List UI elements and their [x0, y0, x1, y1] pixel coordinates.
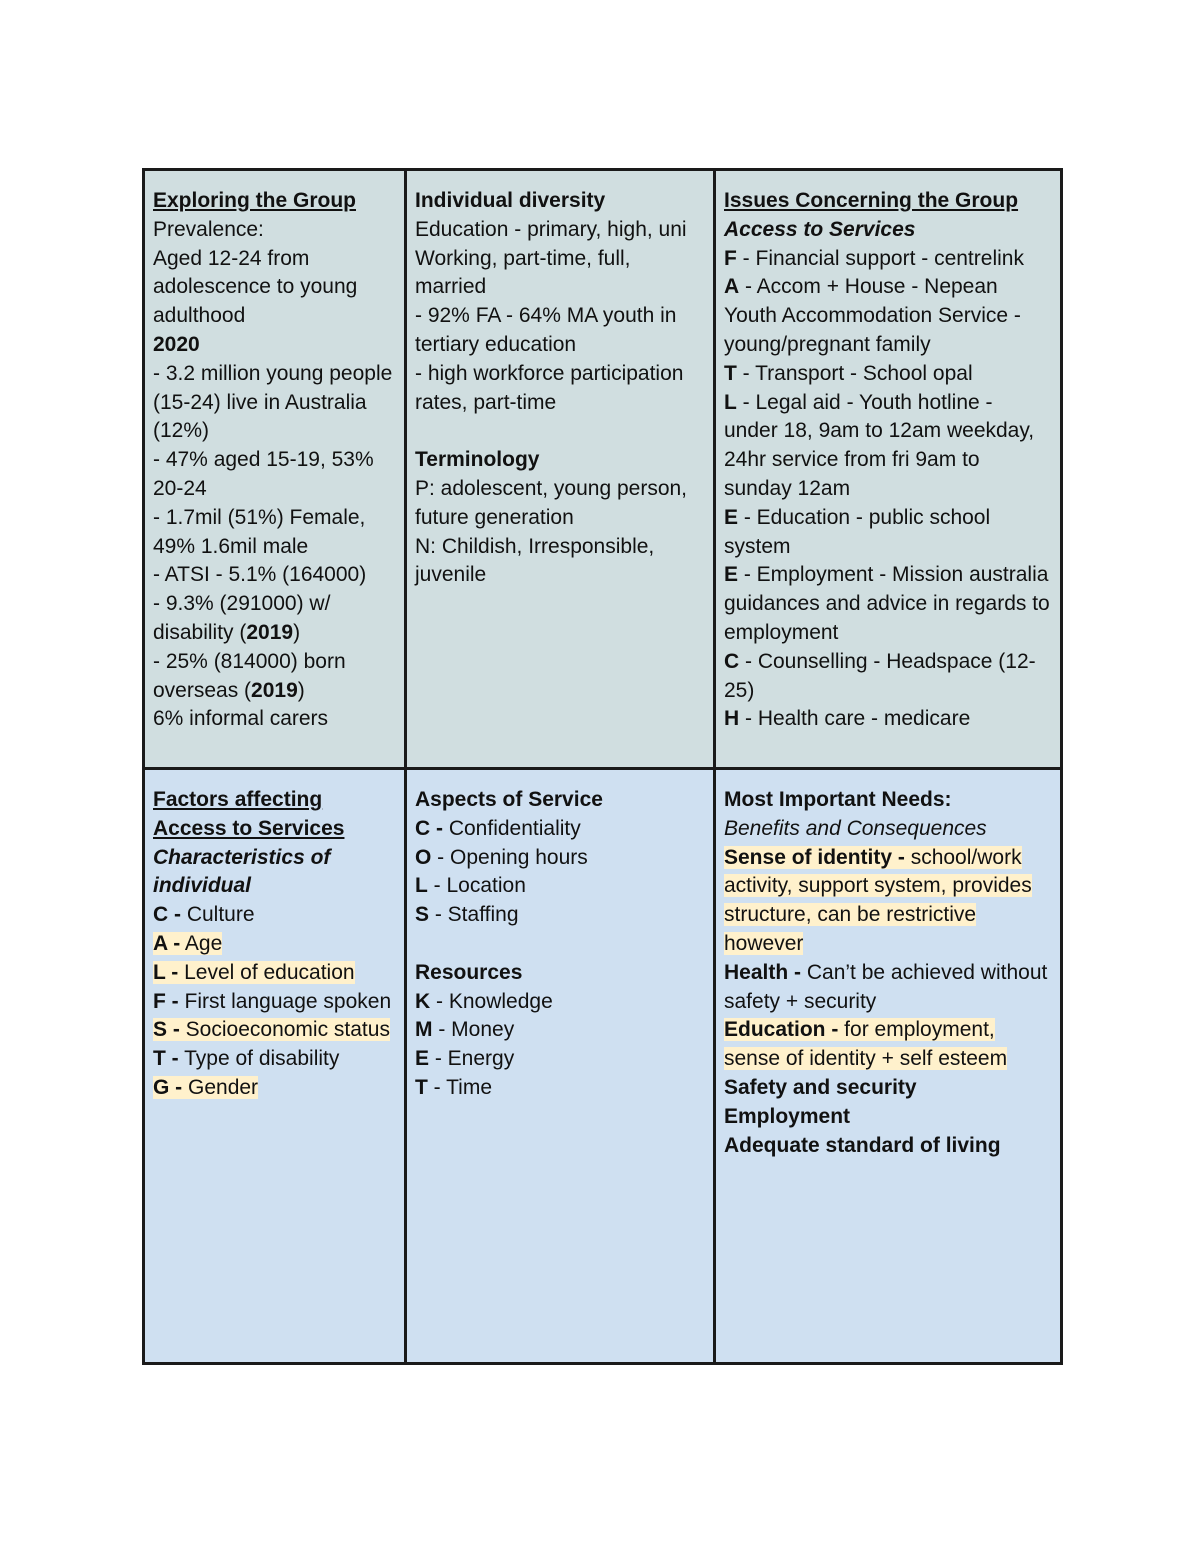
needs-subheading: Benefits and Consequences	[724, 816, 987, 840]
factor-item: A - Age	[153, 931, 223, 955]
issue-item: C - Counselling - Headspace (12-25)	[724, 649, 1036, 702]
diversity-heading: Individual diversity	[415, 189, 606, 212]
issue-item: L - Legal aid - Youth hotline - under 18, 9am to 12am weekday, 24hr service from fri 9am to sunday 12am	[724, 390, 1035, 500]
diversity-working: Working, part-time, full, married	[415, 246, 631, 299]
factor-item: L - Level of education	[153, 960, 355, 984]
aspect-item: S - Staffing	[415, 903, 519, 927]
issue-item: E - Education - public school system	[724, 505, 991, 558]
issue-item: F - Financial support - centrelink	[724, 246, 1024, 270]
cell-important-needs	[713, 767, 1060, 1362]
factor-item: S - Socioeconomic status	[153, 1018, 390, 1042]
need-health: Health - Can’t be achieved without safety + security	[724, 960, 1048, 1013]
cell-individual-diversity	[404, 171, 713, 767]
need-safety: Safety and security	[724, 1075, 917, 1099]
resource-item: E - Energy	[415, 1047, 515, 1071]
aspects-heading: Aspects of Service	[415, 788, 603, 811]
stat-young-people: - 3.2 million young people (15-24) live in Australia (12%)	[153, 361, 393, 443]
resource-item: M - Money	[415, 1018, 515, 1042]
need-standard-living: Adequate standard of living	[724, 1133, 1001, 1157]
stat-age-split: - 47% aged 15-19, 53% 20-24	[153, 448, 374, 500]
issue-item: H - Health care - medicare	[724, 707, 971, 731]
cell-issues-concerning	[713, 171, 1060, 767]
terminology-positive: P: adolescent, young person, future generation	[415, 476, 688, 529]
needs-heading: Most Important Needs:	[724, 788, 952, 811]
year-2020: 2020	[153, 332, 200, 356]
resource-item: K - Knowledge	[415, 989, 553, 1013]
factor-item: G - Gender	[153, 1075, 259, 1099]
issues-subheading: Access to Services	[724, 217, 916, 241]
need-employment: Employment	[724, 1104, 851, 1128]
aspect-item: L - Location	[415, 874, 526, 898]
stat-overseas: - 25% (814000) born overseas (2019)	[153, 649, 346, 702]
stat-disability: - 9.3% (291000) w/ disability (2019)	[153, 592, 331, 644]
summary-table	[142, 168, 1063, 1365]
aspect-item: O - Opening hours	[415, 845, 588, 869]
stat-carers: 6% informal carers	[153, 707, 329, 731]
diversity-workforce: - high workforce participation rates, part-time	[415, 361, 684, 414]
stat-atsi: - ATSI - 5.1% (164000)	[153, 563, 367, 587]
stat-gender: - 1.7mil (51%) Female, 49% 1.6mil male	[153, 505, 366, 558]
factors-subheading: Characteristics of individual	[153, 845, 331, 898]
factor-item: F - First language spoken	[153, 989, 392, 1013]
diversity-education: Education - primary, high, uni	[415, 217, 687, 241]
need-education: Education - for employment, sense of identity + self esteem	[724, 1018, 1008, 1071]
need-identity: Sense of identity - school/work activity, support system, provides structure, can be restrictive however	[724, 845, 1032, 955]
issue-item: E - Employment - Mission australia guidances and advice in regards to employment	[724, 563, 1050, 644]
issue-item: A - Accom + House - Nepean Youth Accommodation Service - young/pregnant family	[724, 275, 1021, 356]
factors-heading: Factors affecting Access to Services	[153, 788, 345, 840]
terminology-negative: N: Childish, Irresponsible, juvenile	[415, 534, 655, 587]
cell-factors-access	[145, 767, 404, 1362]
exploring-heading: Exploring the Group	[153, 189, 356, 212]
aged-text: Aged 12-24 from adolescence to young adulthood	[153, 246, 358, 328]
issues-heading: Issues Concerning the Group	[724, 189, 1019, 212]
aspect-item: C - Confidentiality	[415, 816, 581, 840]
cell-aspects-service	[404, 767, 713, 1362]
issue-item: T - Transport - School opal	[724, 361, 973, 385]
prevalence-label: Prevalence:	[153, 217, 264, 241]
cell-exploring-group	[145, 171, 404, 767]
terminology-heading: Terminology	[415, 448, 540, 472]
factor-item: C - Culture	[153, 903, 255, 927]
diversity-tertiary: - 92% FA - 64% MA youth in tertiary education	[415, 304, 677, 356]
resources-heading: Resources	[415, 960, 523, 984]
factor-item: T - Type of disability	[153, 1047, 340, 1071]
resource-item: T - Time	[415, 1075, 492, 1099]
